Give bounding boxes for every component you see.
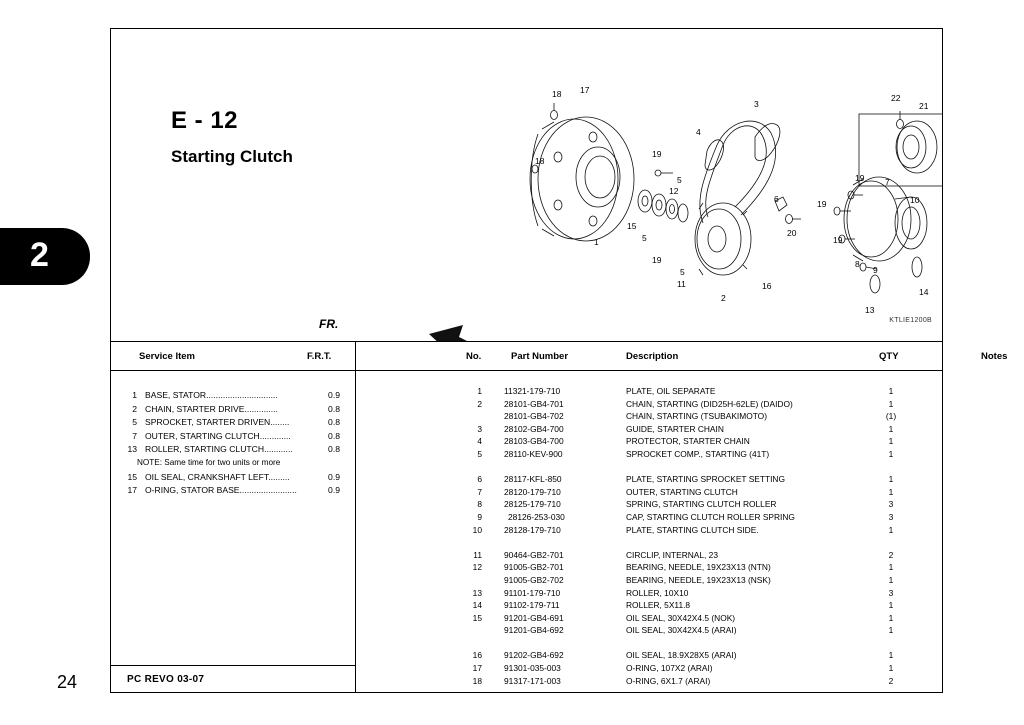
parts-row-no: 7 xyxy=(477,486,482,497)
parts-notes-header: Notes xyxy=(981,351,1008,362)
parts-row xyxy=(356,625,942,638)
chapter-number: 2 xyxy=(30,236,49,274)
parts-row-no: 14 xyxy=(472,600,482,611)
parts-row-description: BEARING, NEEDLE, 19X23X13 (NSK) xyxy=(626,574,771,585)
service-row-frt: 0.8 xyxy=(328,403,340,414)
service-row xyxy=(111,417,356,431)
parts-row-no: 17 xyxy=(472,663,482,674)
parts-row-qty: 1 xyxy=(888,474,894,485)
svg-text:1: 1 xyxy=(594,237,599,247)
parts-row xyxy=(356,424,942,437)
parts-row-number: 28126-253-030 xyxy=(508,511,565,522)
svg-text:13: 13 xyxy=(865,305,875,315)
svg-text:19: 19 xyxy=(652,255,662,265)
parts-description-header: Description xyxy=(626,351,679,362)
svg-text:5: 5 xyxy=(642,233,647,243)
parts-row-qty: 1 xyxy=(888,524,894,535)
service-row-frt: 0.9 xyxy=(328,390,340,400)
service-note: NOTE: Same time for two units or more xyxy=(137,457,281,467)
parts-row-number: 91301-035-003 xyxy=(504,663,561,674)
svg-text:14: 14 xyxy=(919,287,929,297)
service-row-name: ROLLER, STARTING CLUTCH............ xyxy=(145,444,293,455)
parts-row-description: CHAIN, STARTING (DID25H-62LE) (DAIDO) xyxy=(626,398,793,409)
parts-row-no: 10 xyxy=(472,524,482,535)
parts-row-qty: 1 xyxy=(888,574,894,585)
parts-row-qty: 2 xyxy=(888,675,894,686)
parts-row-no: 11 xyxy=(473,549,482,560)
parts-number-header: Part Number xyxy=(511,351,569,362)
parts-row-number: 28101-GB4-701 xyxy=(504,398,564,409)
service-row-name: SPROCKET, STARTER DRIVEN........ xyxy=(145,417,290,428)
service-row-frt: 0.8 xyxy=(328,430,340,441)
service-item-header: Service Item xyxy=(139,351,195,362)
parts-row-number: 11321-179-710 xyxy=(504,386,561,396)
parts-row-description: O-RING, 107X2 (ARAI) xyxy=(626,663,713,674)
parts-row-description: GUIDE, STARTER CHAIN xyxy=(626,423,724,434)
parts-row-qty: 1 xyxy=(888,625,894,636)
parts-row-description: CHAIN, STARTING (TSUBAKIMOTO) xyxy=(626,411,767,422)
parts-row-number: 91005-GB2-702 xyxy=(504,574,564,585)
page-title-name: Starting Clutch xyxy=(171,147,293,166)
service-row-frt: 0.9 xyxy=(328,485,340,496)
parts-row xyxy=(356,550,942,563)
parts-row-description: PLATE, STARTING SPROCKET SETTING xyxy=(626,474,785,485)
parts-row-no: 4 xyxy=(477,436,482,447)
parts-row-description: ROLLER, 5X11.8 xyxy=(626,600,691,611)
parts-row xyxy=(356,588,942,601)
svg-text:2: 2 xyxy=(721,293,726,303)
parts-row-qty: 1 xyxy=(888,448,894,459)
parts-row xyxy=(356,525,942,538)
service-row-name: CHAIN, STARTER DRIVE.............. xyxy=(145,403,278,414)
svg-text:8: 8 xyxy=(855,259,860,269)
parts-row-no: 13 xyxy=(472,587,482,598)
svg-text:6: 6 xyxy=(774,194,779,204)
parts-row-qty: 1 xyxy=(888,663,894,674)
parts-row-qty: 1 xyxy=(888,600,894,611)
parts-row xyxy=(356,499,942,512)
parts-row-no: 3 xyxy=(477,423,482,434)
page-number: 24 xyxy=(57,672,78,692)
parts-row-description: OIL SEAL, 30X42X4.5 (NOK) xyxy=(626,612,736,623)
parts-row-number: 28102-GB4-700 xyxy=(504,423,564,434)
svg-text:22: 22 xyxy=(891,93,901,103)
parts-row-no: 9 xyxy=(477,511,482,522)
parts-row-description: OUTER, STARTING CLUTCH xyxy=(626,486,738,497)
parts-row-number: 28120-179-710 xyxy=(504,486,561,497)
parts-row-no: 18 xyxy=(472,675,482,686)
svg-text:10: 10 xyxy=(910,195,920,205)
parts-row xyxy=(356,487,942,500)
parts-row-spacer xyxy=(356,537,942,550)
parts-row-number: 91201-GB4-691 xyxy=(504,612,564,623)
service-row-name: OIL SEAL, CRANKSHAFT LEFT......... xyxy=(145,471,290,482)
page-title-code: E - 12 xyxy=(171,107,239,134)
parts-row-number: 90464-GB2-701 xyxy=(504,549,564,560)
service-row xyxy=(111,472,356,486)
service-row xyxy=(111,404,356,418)
parts-row-no: 15 xyxy=(472,612,482,623)
parts-row xyxy=(356,436,942,449)
parts-row-qty: 1 xyxy=(888,486,894,497)
parts-row-number: 28103-GB4-700 xyxy=(504,436,564,447)
exploded-parts-diagram xyxy=(111,29,942,341)
service-table-header xyxy=(111,342,355,371)
service-row-no: 1 xyxy=(132,390,137,400)
service-rows xyxy=(111,372,356,499)
parts-row-no: 16 xyxy=(472,650,482,661)
parts-row xyxy=(356,411,942,424)
parts-row-no: 6 xyxy=(477,474,482,485)
content-frame xyxy=(110,28,1008,693)
parts-row-description: O-RING, 6X1.7 (ARAI) xyxy=(626,675,711,686)
service-row-no: 5 xyxy=(132,417,137,428)
frt-header: F.R.T. xyxy=(307,351,332,362)
tables-area xyxy=(111,341,1008,693)
svg-text:16: 16 xyxy=(762,281,772,291)
parts-row xyxy=(356,562,942,575)
parts-row-no: 8 xyxy=(477,499,482,510)
parts-row-description: BEARING, NEEDLE, 19X23X13 (NTN) xyxy=(626,562,771,573)
parts-row xyxy=(356,650,942,663)
parts-row-spacer xyxy=(356,462,942,475)
service-item-table xyxy=(111,342,356,693)
svg-text:17: 17 xyxy=(580,85,590,95)
service-row-no: 13 xyxy=(127,444,137,455)
parts-row xyxy=(356,600,942,613)
parts-row-description: CAP, STARTING CLUTCH ROLLER SPRING xyxy=(626,511,795,522)
parts-row-no: 1 xyxy=(477,386,482,396)
svg-text:3: 3 xyxy=(754,99,759,109)
parts-row-number: 28110-KEV-900 xyxy=(504,448,563,459)
service-row-no: 2 xyxy=(132,403,137,414)
parts-row-description: PROTECTOR, STARTER CHAIN xyxy=(626,436,750,447)
service-note-row xyxy=(111,458,356,472)
parts-row-qty: 1 xyxy=(888,423,894,434)
parts-row-no: 2 xyxy=(477,398,482,409)
service-row xyxy=(111,485,356,499)
parts-row xyxy=(356,399,942,412)
svg-text:19: 19 xyxy=(833,235,843,245)
svg-text:15: 15 xyxy=(627,221,637,231)
svg-text:5: 5 xyxy=(677,175,682,185)
parts-row-qty: 3 xyxy=(888,511,894,522)
parts-row-qty: 1 xyxy=(888,650,894,661)
parts-row-qty: 1 xyxy=(888,398,894,409)
parts-row-description: CIRCLIP, INTERNAL, 23 xyxy=(626,549,719,560)
parts-row-qty: 3 xyxy=(888,587,894,598)
parts-row-no: 12 xyxy=(472,562,482,573)
footer-text: PC REVO 03-07 xyxy=(127,674,205,685)
diagram-code: KTLIE1200B xyxy=(889,317,932,324)
parts-row-description: SPROCKET COMP., STARTING (41T) xyxy=(626,448,770,459)
parts-row-number: 91317-171-003 xyxy=(504,675,561,686)
svg-text:21: 21 xyxy=(919,101,929,111)
service-row-name: BASE, STATOR.............................. xyxy=(145,390,278,400)
service-row-no: 17 xyxy=(127,485,137,496)
parts-row-number: 91202-GB4-692 xyxy=(504,650,564,661)
parts-row-qty: (1) xyxy=(885,411,897,422)
parts-row-description: PLATE, STARTING CLUTCH SIDE. xyxy=(626,524,759,535)
parts-row xyxy=(356,512,942,525)
service-row-frt: 0.8 xyxy=(328,444,340,455)
parts-row-number: 91102-179-711 xyxy=(504,600,560,611)
chapter-tab xyxy=(0,228,90,285)
parts-table-header xyxy=(356,342,1008,371)
footer-row-left xyxy=(111,665,355,693)
parts-row xyxy=(356,575,942,588)
svg-text:5: 5 xyxy=(680,267,685,277)
parts-rows xyxy=(356,372,942,688)
parts-row-number: 91005-GB2-701 xyxy=(504,562,564,573)
parts-row-qty: 1 xyxy=(888,436,894,447)
service-row-no: 15 xyxy=(127,471,137,482)
parts-row xyxy=(356,663,942,676)
parts-table xyxy=(356,342,1008,693)
parts-row-description: SPRING, STARTING CLUTCH ROLLER xyxy=(626,499,777,510)
svg-text:7: 7 xyxy=(885,177,890,187)
parts-row-no: 5 xyxy=(477,448,482,459)
parts-row-qty: 1 xyxy=(888,386,894,396)
parts-row xyxy=(356,449,942,462)
parts-row-spacer xyxy=(356,638,942,651)
service-row xyxy=(111,431,356,445)
service-row xyxy=(111,444,356,458)
parts-row xyxy=(356,386,942,399)
parts-row-description: ROLLER, 10X10 xyxy=(626,587,689,598)
parts-row-qty: 1 xyxy=(888,562,894,573)
parts-row xyxy=(356,613,942,626)
svg-text:11: 11 xyxy=(677,279,686,289)
parts-row xyxy=(356,676,942,689)
parts-row-number: 91201-GB4-692 xyxy=(504,625,564,636)
svg-text:4: 4 xyxy=(696,127,701,137)
service-row-no: 7 xyxy=(132,430,137,441)
service-row-name: OUTER, STARTING CLUTCH............. xyxy=(145,430,291,441)
illustration-area xyxy=(111,29,942,341)
service-row-frt: 0.9 xyxy=(328,471,340,482)
parts-qty-header: QTY xyxy=(879,351,899,362)
svg-text:18: 18 xyxy=(552,89,562,99)
parts-row-qty: 1 xyxy=(888,612,894,623)
parts-row-number: 28125-179-710 xyxy=(504,499,561,510)
service-row-name: O-RING, STATOR BASE........................ xyxy=(145,485,297,496)
parts-row-number: 28128-179-710 xyxy=(504,524,561,535)
svg-text:19: 19 xyxy=(855,173,865,183)
parts-row-description: OIL SEAL, 30X42X4.5 (ARAI) xyxy=(626,625,737,636)
service-row xyxy=(111,390,356,404)
svg-text:19: 19 xyxy=(652,149,662,159)
parts-row-qty: 2 xyxy=(888,549,894,560)
parts-row-number: 28101-GB4-702 xyxy=(504,411,564,422)
parts-row-description: PLATE, OIL SEPARATE xyxy=(626,386,716,396)
front-direction-label: FR. xyxy=(319,317,339,331)
parts-row-number: 28117-KFL-850 xyxy=(504,474,562,485)
service-row-frt: 0.8 xyxy=(328,417,340,428)
parts-row-qty: 3 xyxy=(888,499,894,510)
parts-row xyxy=(356,474,942,487)
svg-text:12: 12 xyxy=(669,186,679,196)
svg-text:19: 19 xyxy=(817,199,827,209)
svg-text:9: 9 xyxy=(873,265,878,275)
parts-row-number: 91101-179-710 xyxy=(504,587,561,598)
parts-no-header: No. xyxy=(466,351,482,362)
svg-text:20: 20 xyxy=(787,228,797,238)
parts-row-description: OIL SEAL, 18.9X28X5 (ARAI) xyxy=(626,650,737,661)
svg-text:18: 18 xyxy=(535,156,545,166)
